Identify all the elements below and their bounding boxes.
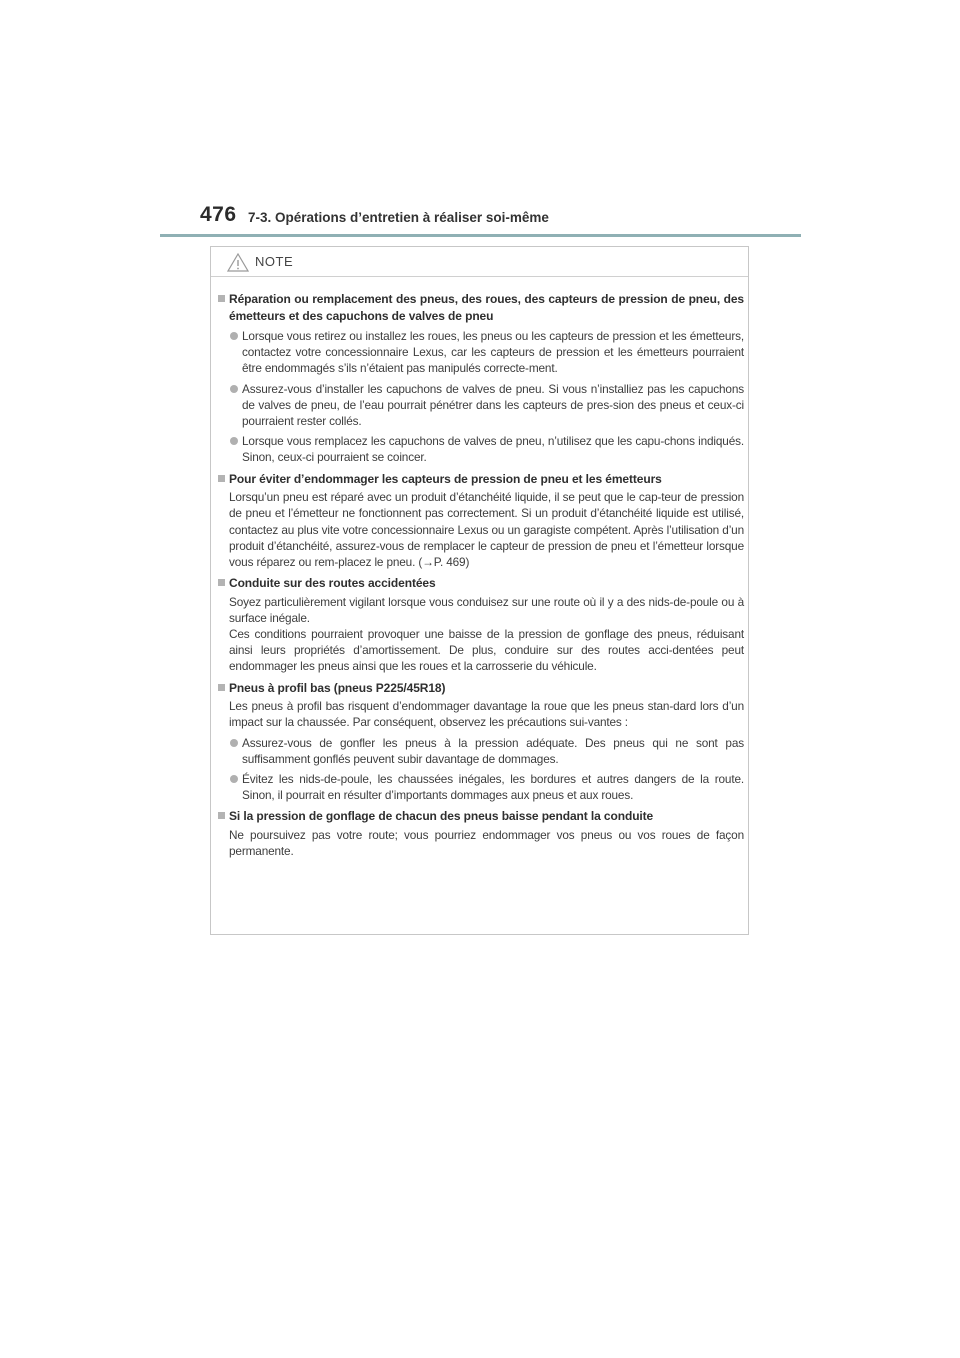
section-title: 7-3. Opérations d’entretien à réaliser soi-même [248,210,549,225]
item-title: Réparation ou remplacement des pneus, des roues, des capteurs de pression de pneu, des émetteurs et des capuchons de valves de pneu [218,291,744,324]
square-bullet-icon [218,475,225,482]
item-title: Si la pression de gonflage de chacun des pneus baisse pendant la conduite [218,808,744,825]
note-header [211,247,748,277]
note-label: NOTE [255,254,294,269]
bullet-item: Lorsque vous remplacez les capuchons de valves de pneu, n’utilisez que les capu-chons indiqués. Sinon, ceux-ci pourraient se coincer. [218,433,744,465]
paragraph: Ne poursuivez pas votre route; vous pourriez endommager vos pneus ou vos roues de façon permanente. [229,827,744,859]
header-rule [160,234,801,237]
page-number: 476 [200,203,237,226]
round-bullet-icon [230,385,238,393]
round-bullet-icon [230,739,238,747]
note-box [210,246,749,935]
note-item [218,575,744,675]
warning-triangle-icon [227,253,249,272]
note-item [218,680,744,804]
note-item [218,471,744,571]
square-bullet-icon [218,684,225,691]
paragraph: Soyez particulièrement vigilant lorsque vous conduisez sur une route où il y a des nids-de-poule ou à surface inégale. [229,594,744,625]
bullet-item: Assurez-vous de gonfler les pneus à la pression adéquate. Des pneus qui ne sont pas suffisamment gonflés peuvent subir davantage de dommages. [218,735,744,767]
round-bullet-icon [230,437,238,445]
note-body [218,291,744,859]
round-bullet-icon [230,775,238,783]
paragraph: Ces conditions pourraient provoquer une baisse de la pression de gonflage des pneus, réduisant ainsi leurs propriétés d’amortissement. De plus, conduire sur des routes acci-dentées peut endommager les pneus ainsi que les roues et la carrosserie du véhicule. [229,627,744,674]
item-title: Pour éviter d’endommager les capteurs de pression de pneu et les émetteurs [218,471,744,488]
item-title: Conduite sur des routes accidentées [218,575,744,592]
item-title: Pneus à profil bas (pneus P225/45R18) [218,680,744,697]
square-bullet-icon [218,812,225,819]
paragraph: Lorsqu’un pneu est réparé avec un produit d’étanchéité liquide, il se peut que le cap-teur de pression de pneu et l’émetteur ne fonctionnent pas correctement. Si un produit d’étanchéité liquide est utilisé, contactez au plus vite votre concessionnaire Lexus ou un garagiste compétent. Après l’utilisation d’un produit d’étanchéité, assurez-vous de remplacer le capteur de pression de pneu et l’émetteur lorsque vous réparez ou rem-placez le pneu. (→P. 469) [229,490,744,569]
page-header [160,203,800,235]
bullet-item: Évitez les nids-de-poule, les chaussées inégales, les bordures et autres dangers de la route. Sinon, il pourrait en résulter d’importants dommages aux pneus et aux roues. [218,771,744,803]
bullet-item: Assurez-vous d’installer les capuchons de valves de pneu. Si vous n’installiez pas les capuchons de valves de pneu, de l’eau pourrait pénétrer dans les capteurs de pres-sion des pneus et ceux-ci pourraient rester collés. [218,381,744,430]
note-item [218,291,744,466]
square-bullet-icon [218,579,225,586]
paragraph: Les pneus à profil bas risquent d’endommager davantage la roue que les pneus stan-dard lors d’un impact sur la chaussée. Par conséquent, observez les précautions sui-vantes : [229,699,744,730]
square-bullet-icon [218,295,225,302]
bullet-item: Lorsque vous retirez ou installez les roues, les pneus ou les capteurs de pression et les émetteurs, contactez votre concessionnaire Lexus, car les capteurs de pression et les émetteurs pourraient être endommagés s’ils n’étaient pas manipulés correcte-ment. [218,328,744,377]
round-bullet-icon [230,332,238,340]
note-item [218,808,744,859]
